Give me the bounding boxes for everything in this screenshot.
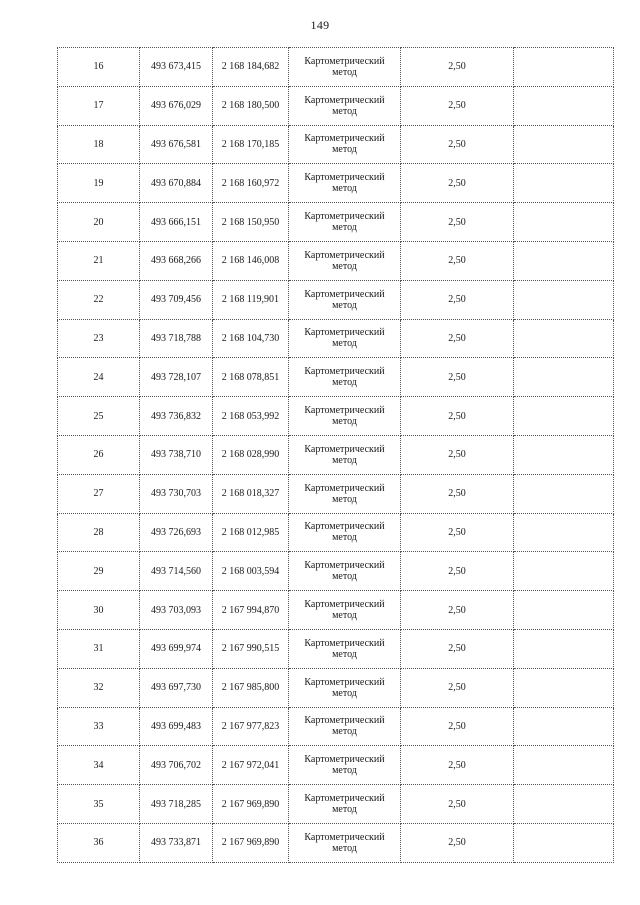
point-number-cell: 34	[58, 746, 140, 785]
y-coordinate-cell: 2 167 969,890	[213, 823, 289, 862]
method-line: метод	[332, 144, 357, 156]
method-cell	[289, 552, 401, 591]
method-cell	[289, 397, 401, 436]
description-cell	[514, 280, 614, 319]
method-line: Картометрический	[304, 288, 385, 300]
y-coordinate-cell: 2 167 985,800	[213, 668, 289, 707]
description-cell	[514, 241, 614, 280]
method-line: Картометрический	[304, 443, 385, 455]
y-coordinate-cell: 2 168 018,327	[213, 474, 289, 513]
method-line: метод	[332, 416, 357, 428]
point-number-cell: 26	[58, 435, 140, 474]
description-cell	[514, 397, 614, 436]
y-coordinate-cell: 2 167 990,515	[213, 629, 289, 668]
description-cell	[514, 746, 614, 785]
method-line: Картометрический	[304, 327, 385, 339]
accuracy-cell: 2,50	[401, 552, 514, 591]
accuracy-cell: 2,50	[401, 746, 514, 785]
method-line: метод	[332, 648, 357, 660]
point-number-cell: 33	[58, 707, 140, 746]
x-coordinate-cell: 493 668,266	[140, 241, 213, 280]
x-coordinate-cell: 493 718,285	[140, 785, 213, 824]
y-coordinate-cell: 2 168 160,972	[213, 164, 289, 203]
table-row	[58, 280, 614, 319]
accuracy-cell: 2,50	[401, 358, 514, 397]
method-line: метод	[332, 66, 357, 78]
x-coordinate-cell: 493 699,974	[140, 629, 213, 668]
method-line: метод	[332, 454, 357, 466]
description-cell	[514, 785, 614, 824]
x-coordinate-cell: 493 666,151	[140, 203, 213, 242]
method-line: метод	[332, 222, 357, 234]
method-cell	[289, 668, 401, 707]
method-line: метод	[332, 105, 357, 117]
accuracy-cell: 2,50	[401, 48, 514, 87]
point-number-cell: 28	[58, 513, 140, 552]
method-line: Картометрический	[304, 599, 385, 611]
method-cell	[289, 474, 401, 513]
description-cell	[514, 125, 614, 164]
x-coordinate-cell: 493 736,832	[140, 397, 213, 436]
y-coordinate-cell: 2 168 012,985	[213, 513, 289, 552]
method-line: метод	[332, 610, 357, 622]
description-cell	[514, 668, 614, 707]
table-row	[58, 241, 614, 280]
method-line: Картометрический	[304, 133, 385, 145]
table-row	[58, 552, 614, 591]
table-row	[58, 513, 614, 552]
method-cell	[289, 513, 401, 552]
description-cell	[514, 707, 614, 746]
accuracy-cell: 2,50	[401, 203, 514, 242]
method-line: Картометрический	[304, 521, 385, 533]
accuracy-cell: 2,50	[401, 397, 514, 436]
x-coordinate-cell: 493 703,093	[140, 591, 213, 630]
method-line: Картометрический	[304, 831, 385, 843]
x-coordinate-cell: 493 738,710	[140, 435, 213, 474]
accuracy-cell: 2,50	[401, 319, 514, 358]
table-row	[58, 474, 614, 513]
method-cell	[289, 823, 401, 862]
y-coordinate-cell: 2 168 104,730	[213, 319, 289, 358]
accuracy-cell: 2,50	[401, 125, 514, 164]
accuracy-cell: 2,50	[401, 513, 514, 552]
description-cell	[514, 591, 614, 630]
method-line: Картометрический	[304, 249, 385, 261]
point-number-cell: 21	[58, 241, 140, 280]
accuracy-cell: 2,50	[401, 474, 514, 513]
method-line: Картометрический	[304, 482, 385, 494]
method-line: Картометрический	[304, 172, 385, 184]
accuracy-cell: 2,50	[401, 435, 514, 474]
description-cell	[514, 86, 614, 125]
description-cell	[514, 629, 614, 668]
y-coordinate-cell: 2 168 150,950	[213, 203, 289, 242]
accuracy-cell: 2,50	[401, 823, 514, 862]
y-coordinate-cell: 2 167 969,890	[213, 785, 289, 824]
point-number-cell: 17	[58, 86, 140, 125]
method-line: метод	[332, 338, 357, 350]
method-line: метод	[332, 687, 357, 699]
table-row	[58, 358, 614, 397]
accuracy-cell: 2,50	[401, 241, 514, 280]
method-cell	[289, 164, 401, 203]
point-number-cell: 25	[58, 397, 140, 436]
method-cell	[289, 435, 401, 474]
accuracy-cell: 2,50	[401, 86, 514, 125]
method-cell	[289, 358, 401, 397]
x-coordinate-cell: 493 714,560	[140, 552, 213, 591]
description-cell	[514, 48, 614, 87]
method-line: метод	[332, 377, 357, 389]
method-line: метод	[332, 571, 357, 583]
point-number-cell: 22	[58, 280, 140, 319]
method-line: Картометрический	[304, 405, 385, 417]
table-row	[58, 629, 614, 668]
table-row	[58, 48, 614, 87]
method-line: метод	[332, 260, 357, 272]
method-line: метод	[332, 842, 357, 854]
description-cell	[514, 203, 614, 242]
table-row	[58, 86, 614, 125]
page-number: 149	[310, 18, 330, 32]
point-number-cell: 32	[58, 668, 140, 707]
x-coordinate-cell: 493 733,871	[140, 823, 213, 862]
table-row	[58, 823, 614, 862]
point-number-cell: 18	[58, 125, 140, 164]
method-line: Картометрический	[304, 366, 385, 378]
y-coordinate-cell: 2 167 972,041	[213, 746, 289, 785]
method-cell	[289, 125, 401, 164]
y-coordinate-cell: 2 168 078,851	[213, 358, 289, 397]
description-cell	[514, 358, 614, 397]
method-cell	[289, 86, 401, 125]
table-row	[58, 668, 614, 707]
method-cell	[289, 629, 401, 668]
x-coordinate-cell: 493 730,703	[140, 474, 213, 513]
y-coordinate-cell: 2 168 003,594	[213, 552, 289, 591]
accuracy-cell: 2,50	[401, 280, 514, 319]
point-number-cell: 31	[58, 629, 140, 668]
table-row	[58, 397, 614, 436]
description-cell	[514, 319, 614, 358]
table-row	[58, 164, 614, 203]
description-cell	[514, 823, 614, 862]
x-coordinate-cell: 493 697,730	[140, 668, 213, 707]
table-row	[58, 319, 614, 358]
accuracy-cell: 2,50	[401, 785, 514, 824]
y-coordinate-cell: 2 168 119,901	[213, 280, 289, 319]
y-coordinate-cell: 2 168 028,990	[213, 435, 289, 474]
y-coordinate-cell: 2 168 184,682	[213, 48, 289, 87]
x-coordinate-cell: 493 709,456	[140, 280, 213, 319]
y-coordinate-cell: 2 167 977,823	[213, 707, 289, 746]
coordinates-table-body	[58, 48, 614, 863]
method-cell	[289, 591, 401, 630]
method-cell	[289, 280, 401, 319]
x-coordinate-cell: 493 676,581	[140, 125, 213, 164]
method-cell	[289, 746, 401, 785]
point-number-cell: 23	[58, 319, 140, 358]
point-number-cell: 16	[58, 48, 140, 87]
description-cell	[514, 552, 614, 591]
method-line: метод	[332, 532, 357, 544]
table-row	[58, 203, 614, 242]
method-cell	[289, 48, 401, 87]
point-number-cell: 19	[58, 164, 140, 203]
x-coordinate-cell: 493 728,107	[140, 358, 213, 397]
method-line: метод	[332, 804, 357, 816]
method-cell	[289, 319, 401, 358]
x-coordinate-cell: 493 676,029	[140, 86, 213, 125]
method-line: Картометрический	[304, 754, 385, 766]
accuracy-cell: 2,50	[401, 591, 514, 630]
point-number-cell: 35	[58, 785, 140, 824]
description-cell	[514, 474, 614, 513]
method-line: Картометрический	[304, 637, 385, 649]
accuracy-cell: 2,50	[401, 707, 514, 746]
point-number-cell: 29	[58, 552, 140, 591]
y-coordinate-cell: 2 168 180,500	[213, 86, 289, 125]
x-coordinate-cell: 493 670,884	[140, 164, 213, 203]
x-coordinate-cell: 493 699,483	[140, 707, 213, 746]
accuracy-cell: 2,50	[401, 668, 514, 707]
point-number-cell: 27	[58, 474, 140, 513]
point-number-cell: 30	[58, 591, 140, 630]
x-coordinate-cell: 493 726,693	[140, 513, 213, 552]
y-coordinate-cell: 2 168 170,185	[213, 125, 289, 164]
method-line: Картометрический	[304, 560, 385, 572]
method-cell	[289, 707, 401, 746]
table-row	[58, 785, 614, 824]
point-number-cell: 20	[58, 203, 140, 242]
x-coordinate-cell: 493 718,788	[140, 319, 213, 358]
method-line: метод	[332, 183, 357, 195]
point-number-cell: 36	[58, 823, 140, 862]
method-line: Картометрический	[304, 715, 385, 727]
method-line: Картометрический	[304, 793, 385, 805]
y-coordinate-cell: 2 167 994,870	[213, 591, 289, 630]
x-coordinate-cell: 493 706,702	[140, 746, 213, 785]
method-cell	[289, 203, 401, 242]
method-line: метод	[332, 726, 357, 738]
description-cell	[514, 435, 614, 474]
method-line: Картометрический	[304, 55, 385, 67]
table-row	[58, 707, 614, 746]
coordinates-table	[57, 47, 614, 863]
accuracy-cell: 2,50	[401, 164, 514, 203]
method-line: Картометрический	[304, 94, 385, 106]
method-line: метод	[332, 493, 357, 505]
method-line: метод	[332, 299, 357, 311]
method-cell	[289, 241, 401, 280]
method-cell	[289, 785, 401, 824]
table-row	[58, 591, 614, 630]
y-coordinate-cell: 2 168 053,992	[213, 397, 289, 436]
table-row	[58, 125, 614, 164]
method-line: Картометрический	[304, 211, 385, 223]
table-row	[58, 746, 614, 785]
x-coordinate-cell: 493 673,415	[140, 48, 213, 87]
point-number-cell: 24	[58, 358, 140, 397]
method-line: метод	[332, 765, 357, 777]
description-cell	[514, 513, 614, 552]
accuracy-cell: 2,50	[401, 629, 514, 668]
y-coordinate-cell: 2 168 146,008	[213, 241, 289, 280]
table-row	[58, 435, 614, 474]
description-cell	[514, 164, 614, 203]
method-line: Картометрический	[304, 676, 385, 688]
